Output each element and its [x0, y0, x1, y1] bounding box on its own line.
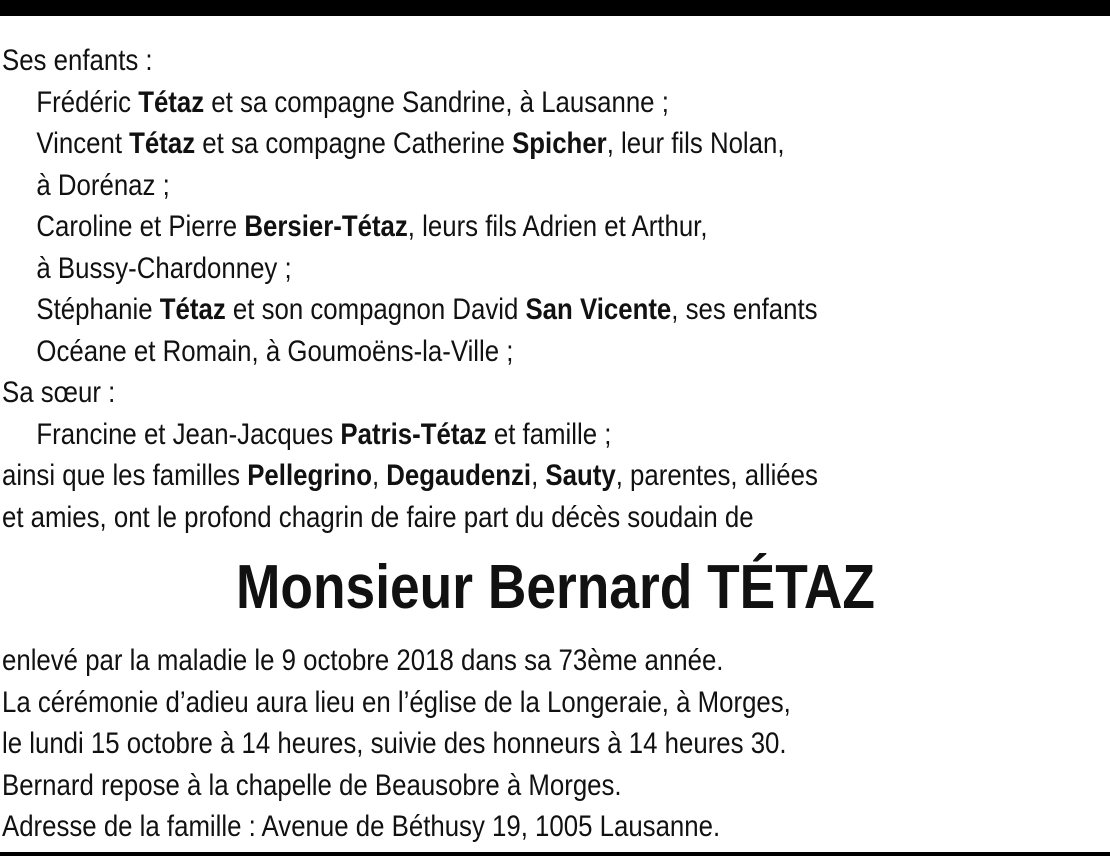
- sister-heading: Sa sœur :: [2, 376, 116, 409]
- detail-line: Adresse de la famille : Avenue de Béthusy 19, 1005 Lausanne.: [2, 810, 721, 843]
- surname: Bersier-Tétaz: [244, 210, 408, 243]
- text-segment: ,: [371, 459, 387, 492]
- text-segment: Caroline et Pierre: [36, 210, 245, 243]
- text-segment: et son compagnon David: [225, 293, 526, 326]
- text-segment: Stéphanie: [36, 293, 160, 326]
- ceremony-details: [2, 640, 1108, 848]
- text-segment: et famille ;: [486, 417, 612, 451]
- text-segment: ,: [531, 459, 546, 492]
- surname: Tétaz: [159, 293, 226, 326]
- text-segment: Frédéric: [36, 85, 139, 119]
- child-line-caroline: [2, 206, 953, 248]
- child-line-frederic: [2, 82, 953, 124]
- deceased-name: Monsieur Bernard TÉTAZ: [235, 553, 875, 622]
- detail-line: enlevé par la maladie le 9 octobre 2018 dans sa 73ème année.: [2, 644, 724, 677]
- child-line-vincent-cont: à Dorénaz ;: [36, 168, 170, 202]
- surname: Spicher: [512, 127, 607, 160]
- child-line-vincent: [2, 123, 953, 165]
- family-list: [2, 40, 1108, 538]
- text-segment: , parentes, alliées: [615, 459, 818, 492]
- surname: Degaudenzi: [386, 459, 532, 492]
- child-line-caroline-cont: à Bussy-Chardonney ;: [36, 251, 292, 285]
- surname: Patris-Tétaz: [340, 417, 487, 451]
- families-line: [2, 455, 953, 497]
- text-segment: , leurs fils Adrien et Arthur,: [407, 210, 708, 243]
- children-heading: Ses enfants :: [2, 44, 153, 77]
- surname: San Vicente: [525, 293, 672, 326]
- text-segment: , ses enfants: [671, 293, 818, 326]
- text-segment: Vincent: [36, 127, 130, 160]
- detail-line: Bernard repose à la chapelle de Beausobre à Morges.: [2, 768, 622, 802]
- text-segment: Francine et Jean-Jacques: [36, 417, 341, 451]
- text-segment: , leur fils Nolan,: [606, 127, 785, 160]
- sister-line: [2, 414, 953, 456]
- child-line-stephanie: [2, 289, 953, 331]
- text-segment: ainsi que les familles: [2, 459, 248, 492]
- surname: Tétaz: [138, 85, 205, 119]
- announcement-line: et amies, ont le profond chagrin de faire part du décès soudain de: [2, 500, 754, 534]
- surname: Sauty: [545, 459, 616, 492]
- top-border-bar: [0, 0, 1110, 16]
- detail-line: le lundi 15 octobre à 14 heures, suivie des honneurs à 14 heures 30.: [2, 727, 787, 760]
- child-line-stephanie-cont: Océane et Romain, à Goumoëns-la-Ville ;: [36, 334, 514, 368]
- surname: Tétaz: [129, 127, 196, 160]
- text-segment: et sa compagne Sandrine, à Lausanne ;: [204, 85, 669, 119]
- bottom-border-rule: [0, 852, 1110, 856]
- surname: Pellegrino: [247, 459, 372, 492]
- deceased-name-heading: [0, 553, 1110, 622]
- detail-line: La cérémonie d’adieu aura lieu en l’église de la Longeraie, à Morges,: [2, 685, 791, 719]
- text-segment: et sa compagne Catherine: [195, 127, 513, 160]
